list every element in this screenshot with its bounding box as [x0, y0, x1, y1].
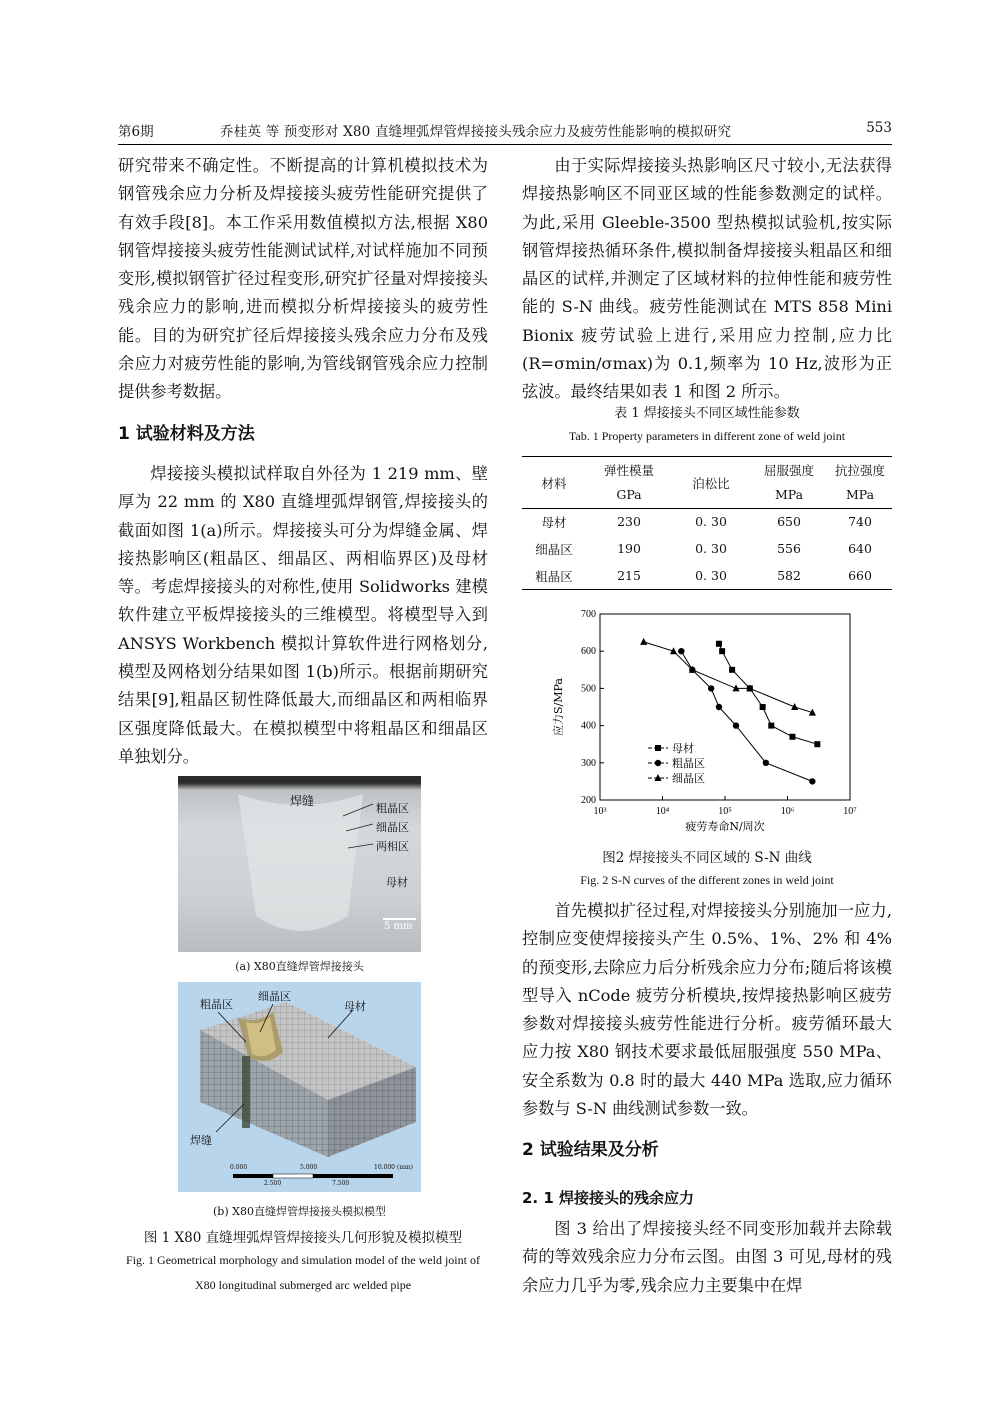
fig1-caption-en: Fig. 1 Geometrical morphology and simulation model of the weld joint of X80 longitudinal submerged arc welded pipe	[126, 1253, 480, 1292]
section-2-heading: 2 试验结果及分析	[522, 1140, 659, 1160]
paragraph: 研究带来不确定性。不断提高的计算机模拟技术为钢管残余应力分析及焊接接头疲劳性能研究提供了有效手段[8]。本工作采用数值模拟方法,根据 X80 钢管焊接接头疲劳性能测试试样,对试样施加不同预变形,模拟钢管扩径过程变形,研究扩径量对焊接接头残余应力的影响,进而模拟分析焊接接头的疲劳性能。目的为研究扩径后焊接接头残余应力分布及残余应力对疲劳性能的影响,为管线钢管残余应力控制提供参考数据。	[118, 156, 488, 402]
fig1b-caption: (b) X80直缝焊管焊接接头模拟模型	[213, 1205, 386, 1218]
data-point	[729, 667, 735, 673]
series-square	[716, 641, 820, 747]
table-header-row	[522, 458, 892, 508]
two-phase-label: 两相区	[376, 840, 409, 853]
y-tick-label: 400	[581, 720, 596, 732]
y-tick-label: 300	[581, 757, 596, 769]
data-point	[678, 648, 684, 654]
x-tick-label: 10⁵	[718, 806, 732, 817]
col-material: 材料	[541, 475, 567, 491]
data-point	[640, 638, 647, 645]
mesh-base-label: 母材	[344, 1000, 366, 1013]
weld-mesh-model	[178, 982, 421, 1192]
scale-bar-label: 5 mm	[384, 921, 413, 932]
mesh-coarse-label: 粗晶区	[200, 998, 233, 1011]
paragraph: 首先模拟扩径过程,对焊接接头分别施加一应力,控制应变使焊接接头产生 0.5%、1%、2% 和 4% 的预变形,去除应力后分析残余应力分布;随后将该模型导入 nCode 疲劳分析模块,按焊接热影响区疲劳参数对焊接接头疲劳性能进行分析。疲劳循环最大应力按 X80 钢技术要求最低屈服强度 550 MPa、安全系数为 0.8 时的最大 440 MPa 选取,应力循环参数与 S-N 曲线测试参数一致。	[522, 901, 892, 1119]
data-point	[791, 703, 798, 710]
data-point	[733, 722, 739, 728]
table-row: 粗晶区 215 0. 30 582 660	[535, 568, 872, 584]
table1-caption: 表 1 焊接接头不同区域性能参数	[614, 406, 800, 421]
y-tick-label: 500	[581, 683, 596, 695]
data-point	[789, 734, 795, 740]
data-point	[760, 704, 766, 710]
x-tick-label: 10⁶	[780, 806, 795, 817]
data-point	[719, 648, 725, 654]
x-tick-label: 10³	[593, 806, 607, 817]
table-row: 细晶区 190 0. 30 556 640	[535, 541, 872, 557]
legend-label: 细晶区	[672, 772, 705, 785]
weld-cross-section-photo	[178, 776, 421, 952]
table-row: 母材 230 0. 30 650 740	[522, 508, 892, 535]
table1-caption-en: Tab. 1 Property parameters in different zone of weld joint	[568, 429, 846, 443]
legend-label: 粗晶区	[672, 757, 705, 770]
fine-grain-label: 细晶区	[376, 821, 409, 834]
fig2-caption: 图2 焊接接头不同区域的 S-N 曲线	[602, 850, 812, 866]
legend-marker	[655, 745, 661, 751]
section-1-heading: 1 试验材料及方法	[118, 424, 255, 444]
scale-tick-5: 5.000	[300, 1164, 318, 1171]
col-tensile: 抗拉强度 MPa	[834, 462, 885, 502]
right-test-paragraph	[522, 152, 892, 407]
x-axis-label: 疲劳寿命N/周次	[685, 820, 765, 833]
series-line	[719, 644, 817, 744]
paragraph: 图 3 给出了焊接接头经不同变形加载并去除载荷的等效残余应力分布云图。由图 3 可见,母材的残余应力几乎为零,残余应力主要集中在焊	[522, 1219, 892, 1295]
fig2-caption-en: Fig. 2 S-N curves of the different zones in weld joint	[580, 873, 834, 887]
data-point	[716, 704, 722, 710]
data-point	[809, 778, 815, 784]
right-results-paragraph	[522, 1215, 892, 1300]
coarse-grain-label: 粗晶区	[376, 802, 409, 815]
legend-label: 母材	[672, 742, 694, 755]
running-header	[118, 118, 892, 142]
paragraph: 由于实际焊接接头热影响区尺寸较小,无法获得焊接热影响区不同亚区域的性能参数测定的试样。为此,采用 Gleeble-3500 型热模拟试验机,按实际钢管焊接热循环条件,模拟制备焊接接头粗晶区和细晶区的试样,并测定了区域材料的拉伸性能和疲劳性能的 S-N 曲线。疲劳性能测试在 MTS 858 Mini Bionix 疲劳试验上进行,采用应力控制,应力比(R=σmin/σmax)为 0.1,频率为 10 Hz,波形为正弦波。最终结果如表 1 和图 2 所示。	[522, 156, 892, 402]
x-tick-label: 10⁷	[843, 806, 857, 817]
data-point	[763, 760, 769, 766]
y-axis-label: 应力S/MPa	[552, 678, 565, 736]
scale-tick-0: 0.000	[230, 1164, 248, 1171]
running-title: 乔桂英 等 预变形对 X80 直缝埋弧焊管焊接接头残余应力及疲劳性能影响的模拟研究	[220, 124, 732, 140]
scale-tick-10: 10.000 (mm)	[374, 1164, 413, 1171]
plot-frame	[600, 614, 850, 800]
left-intro-paragraph	[118, 152, 488, 407]
y-tick-label: 200	[581, 795, 596, 806]
mesh-fine-label: 细晶区	[258, 990, 291, 1003]
table-top-rule	[522, 456, 892, 457]
scale-tick-7-5: 7.500	[332, 1180, 350, 1187]
data-point	[814, 741, 820, 747]
legend-marker	[655, 760, 661, 766]
y-tick-label: 700	[581, 609, 596, 620]
issue-number: 第6期	[118, 124, 154, 140]
y-tick-label: 600	[581, 646, 596, 658]
weld-label: 焊缝	[290, 794, 315, 808]
fig1a-caption: (a) X80直缝焊管焊接接头	[235, 960, 364, 973]
x-tick-label: 10⁴	[655, 806, 670, 817]
data-point	[768, 723, 774, 729]
page-number: 553	[866, 120, 892, 136]
base-metal-label: 母材	[386, 876, 408, 889]
mesh-model-drawing	[178, 982, 421, 1192]
data-point	[708, 685, 714, 691]
col-poisson: 泊松比	[692, 475, 730, 491]
header-rule	[118, 144, 892, 145]
right-method-paragraph	[522, 897, 892, 1123]
col-modulus: 弹性模量 GPa	[603, 462, 654, 502]
left-method-paragraph	[118, 460, 488, 771]
col-yield: 屈服强度 MPa	[763, 462, 814, 502]
section-2-1-heading: 2. 1 焊接接头的残余应力	[522, 1189, 695, 1207]
table-bottom-rule	[522, 589, 892, 590]
series-line	[644, 642, 813, 713]
scale-tick-2-5: 2.500	[264, 1180, 282, 1187]
paragraph: 焊接接头模拟试样取自外径为 1 219 mm、壁厚为 22 mm 的 X80 直缝埋弧焊钢管,焊接接头的截面如图 1(a)所示。焊接接头可分为焊缝金属、焊接热影响区(粗晶区、细晶区、两相临界区)及母材等。考虑焊接接头的对称性,使用 Solidworks 建模软件建立平板焊接接头的三维模型。将模型导入到 ANSYS Workbench 模拟计算软件进行网格划分,模型及网格划分结果如图 1(b)所示。根据前期研究结果[9],粗晶区韧性降低最大,而细晶区和两相临界区强度降低最大。在模拟模型中将粗晶区和细晶区单独划分。	[118, 464, 488, 766]
mesh-weld-label: 焊缝	[190, 1134, 212, 1147]
property-table	[522, 458, 892, 589]
series-triangle	[640, 638, 816, 716]
sn-curve-chart	[548, 602, 868, 838]
fig1-caption: 图 1 X80 直缝埋弧焊管焊接接头几何形貌及模拟模型	[143, 1230, 463, 1246]
data-point	[716, 641, 722, 647]
